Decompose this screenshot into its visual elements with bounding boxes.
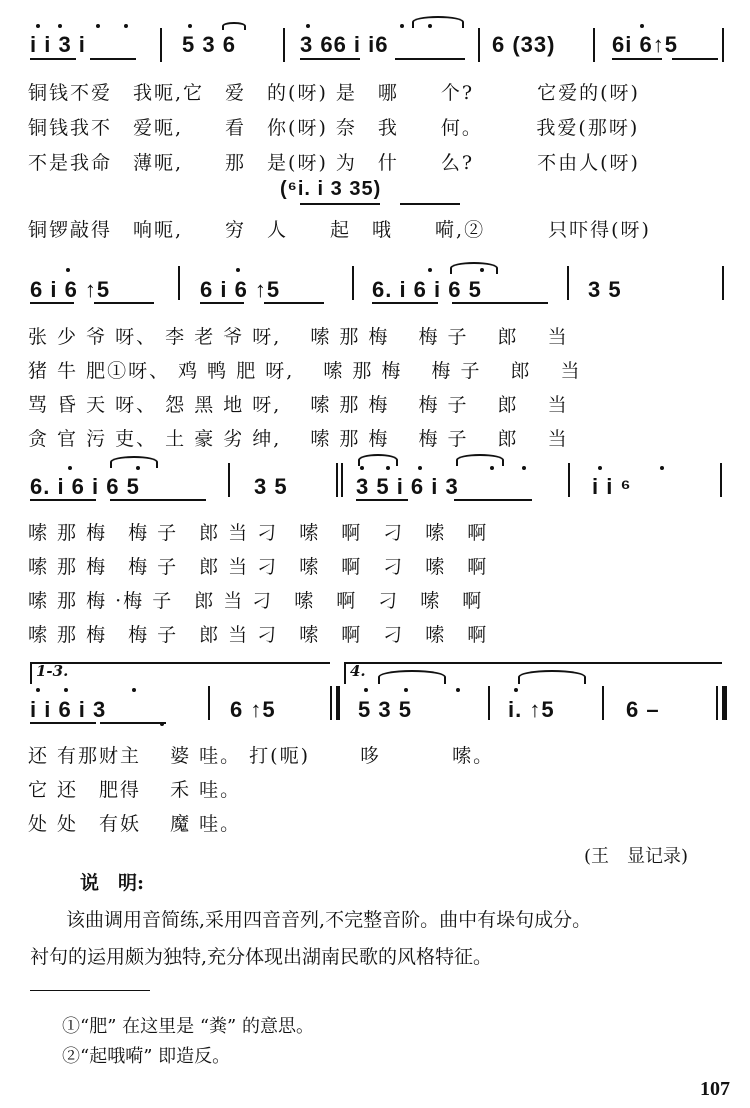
dot <box>132 688 136 692</box>
dot <box>68 466 72 470</box>
dot <box>640 24 644 28</box>
underline <box>30 499 96 501</box>
slur <box>450 262 498 274</box>
bar-line <box>720 463 722 497</box>
lyric-line: 骂 昏 天 呀、 怨 黑 地 呀, 嗦 那 梅 梅 子 郎 当 <box>28 394 569 416</box>
dot <box>480 268 484 272</box>
bar-line <box>341 463 343 497</box>
measure: 5 3 5 <box>358 697 412 722</box>
dot <box>36 688 40 692</box>
slur <box>518 670 586 684</box>
dot <box>364 688 368 692</box>
underline <box>30 302 74 304</box>
bar-line <box>283 28 285 62</box>
bar-line <box>160 28 162 62</box>
bar-line <box>568 463 570 497</box>
slur <box>378 670 446 684</box>
underline <box>612 58 662 60</box>
underline <box>100 722 166 724</box>
dot <box>404 688 408 692</box>
lyric-line: 嗦 那 梅 梅 子 郎 当 刁 嗦 啊 刁 嗦 啊 <box>28 556 489 578</box>
footnote: ②“起哦嗬” 即造反。 <box>62 1046 231 1067</box>
slur <box>456 454 504 466</box>
dot <box>400 24 404 28</box>
underline <box>395 58 465 60</box>
underline <box>94 302 154 304</box>
measure: 6i 6↑5 <box>612 32 678 57</box>
lyric-line: 张 少 爷 呀、 李 老 爷 呀, 嗦 那 梅 梅 子 郎 当 <box>28 326 569 348</box>
underline <box>90 58 136 60</box>
underline <box>400 203 460 205</box>
underline <box>30 58 76 60</box>
dot <box>160 722 164 726</box>
footnote-divider <box>30 990 150 991</box>
measure: 6. i 6 i 6 5 <box>30 474 140 499</box>
underline <box>300 203 380 205</box>
measure: 6 (33) <box>492 32 556 57</box>
underline <box>372 302 438 304</box>
measure: 6 i 6 ↑5 <box>200 277 281 302</box>
measure: i i 6 i 3 <box>30 697 107 722</box>
measure: 3 66 i i6 <box>300 32 389 57</box>
lyric-line: 贪 官 污 吏、 土 豪 劣 绅, 嗦 那 梅 梅 子 郎 当 <box>28 428 569 450</box>
lyric-line: 嗦 那 梅 ·梅 子 郎 当 刁 嗦 啊 刁 嗦 啊 <box>28 590 484 612</box>
bar-line <box>352 266 354 300</box>
dot <box>360 466 364 470</box>
bar-line <box>336 463 338 497</box>
underline <box>110 499 206 501</box>
underline <box>356 499 408 501</box>
lyric-line: 铜锣敲得 响呃, 穷 人 起 哦 嗬,② 只吓得(呀) <box>28 219 651 241</box>
repeat-bar <box>330 686 332 720</box>
lyric-line: 还 有那财主 婆 哇。 打(呃) 哆 嗦。 <box>28 745 495 767</box>
bar-line <box>178 266 180 300</box>
lyric-line: 嗦 那 梅 梅 子 郎 当 刁 嗦 啊 刁 嗦 啊 <box>28 522 489 544</box>
ossia-passage: (⁶i. i 3 35) <box>280 178 382 200</box>
dot <box>236 268 240 272</box>
lyric-line: 处 处 有妖 魔 哇。 <box>28 813 242 835</box>
explanation-paragraph: 衬句的运用颇为独特,充分体现出湖南民歌的风格特征。 <box>30 946 493 968</box>
underline <box>30 722 96 724</box>
final-bar <box>722 686 727 720</box>
measure: 6. i 6 i 6 5 <box>372 277 482 302</box>
dot <box>418 466 422 470</box>
dot <box>490 466 494 470</box>
underline <box>300 58 360 60</box>
repeat-bar <box>336 686 340 720</box>
slur <box>222 22 246 30</box>
footnote: ①“肥” 在这里是 “粪” 的意思。 <box>62 1016 314 1037</box>
underline <box>264 302 324 304</box>
volta-label: 1-3. <box>36 662 69 680</box>
dot <box>96 24 100 28</box>
lyric-line: 不是我命 薄呃, 那 是(呀) 为 什 么? 不由人(呀) <box>28 152 640 174</box>
underline <box>200 302 244 304</box>
underline <box>672 58 718 60</box>
dot <box>136 466 140 470</box>
explanation-paragraph: 该曲调用音简练,采用四音音列,不完整音阶。曲中有垛句成分。 <box>66 909 592 931</box>
underline <box>452 302 548 304</box>
measure: 5 3 6 <box>182 32 236 57</box>
bar-line <box>722 266 724 300</box>
bar-line <box>722 28 724 62</box>
dot <box>64 688 68 692</box>
slur <box>358 454 398 466</box>
bar-line <box>602 686 604 720</box>
dot <box>660 466 664 470</box>
measure: 3 5 <box>588 277 622 302</box>
lyric-line: 嗦 那 梅 梅 子 郎 当 刁 嗦 啊 刁 嗦 啊 <box>28 624 489 646</box>
dot <box>386 466 390 470</box>
volta-label: 4. <box>350 662 366 680</box>
dot <box>522 466 526 470</box>
bar-line <box>208 686 210 720</box>
page-number: 107 <box>700 1078 730 1100</box>
dot <box>514 688 518 692</box>
first-ending-bracket <box>30 662 330 684</box>
dot <box>36 24 40 28</box>
dot <box>456 688 460 692</box>
dot <box>124 24 128 28</box>
measure: 3 5 <box>254 474 288 499</box>
transcriber-credit: (王 显记录) <box>584 846 689 867</box>
underline <box>454 499 532 501</box>
measure: i i ⁶ <box>592 474 632 499</box>
slur <box>412 16 464 28</box>
explanation-heading: 说 明: <box>80 872 145 894</box>
bar-line <box>567 266 569 300</box>
dot <box>598 466 602 470</box>
lyric-line: 铜钱我不 爱呃, 看 你(呀) 奈 我 何。 我爱(那呀) <box>28 117 640 139</box>
measure: 3 5 i 6 i 3 <box>356 474 459 499</box>
bar-line <box>478 28 480 62</box>
measure: i. ↑5 <box>508 697 555 722</box>
measure: i i 3 i <box>30 32 86 57</box>
bar-line <box>228 463 230 497</box>
dot <box>188 24 192 28</box>
measure: 6 ↑5 <box>230 697 276 722</box>
measure: 6 i 6 ↑5 <box>30 277 111 302</box>
measure: 6 – <box>626 697 660 722</box>
lyric-line: 它 还 肥得 禾 哇。 <box>28 779 242 801</box>
bar-line <box>593 28 595 62</box>
dot <box>428 268 432 272</box>
final-bar <box>716 686 718 720</box>
lyric-line: 猪 牛 肥①呀、 鸡 鸭 肥 呀, 嗦 那 梅 梅 子 郎 当 <box>28 360 582 382</box>
lyric-line: 铜钱不爱 我呃,它 爱 的(呀) 是 哪 个? 它爱的(呀) <box>28 82 640 104</box>
dot <box>428 24 432 28</box>
bar-line <box>488 686 490 720</box>
dot <box>66 268 70 272</box>
dot <box>306 24 310 28</box>
dot <box>58 24 62 28</box>
slur <box>110 456 158 468</box>
